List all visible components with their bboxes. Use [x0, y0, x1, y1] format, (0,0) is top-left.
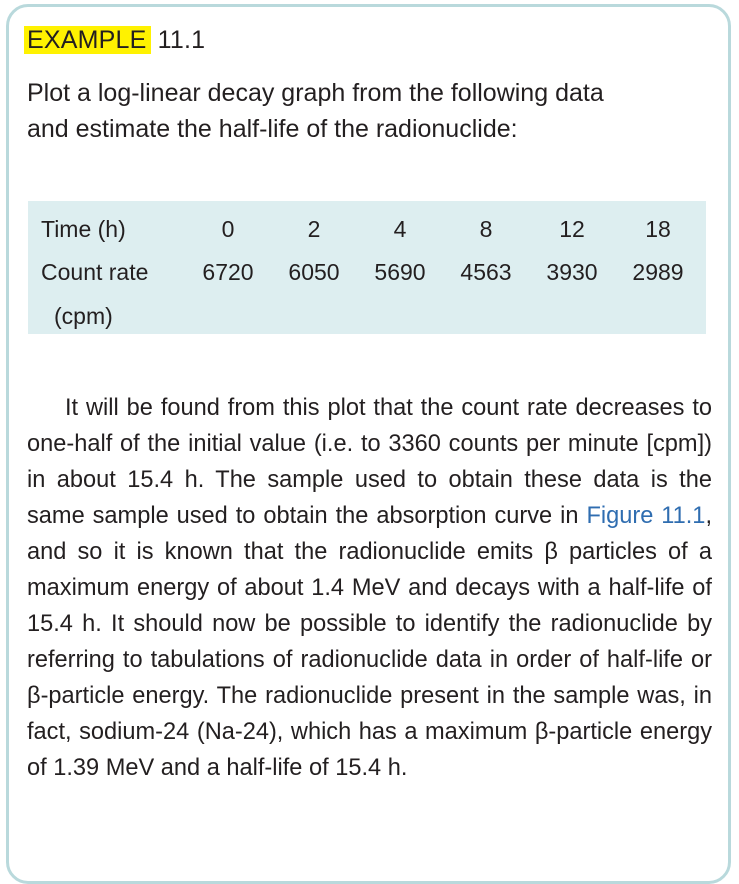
count-value: 4563 [460, 259, 512, 285]
count-row-label: Count rate [41, 259, 149, 285]
intro-line: and estimate the half-life of the radionuclide: [27, 115, 518, 143]
figure-link[interactable]: Figure 11.1 [586, 503, 706, 529]
body-paragraph [27, 390, 712, 786]
time-value: 8 [479, 216, 493, 242]
time-value: 18 [645, 216, 671, 242]
body-text-part1: It will be found from this plot that the count rate decreases to one-half of the initial value (i.e. to 3360 counts per minute [cpm]) in about 15.4 h. The sample used to obtain these data is the same sample used to obtain the absorption curve in [27, 395, 712, 529]
count-value: 6720 [202, 259, 254, 285]
example-number: 11.1 [157, 26, 206, 54]
time-row-label: Time (h) [41, 216, 126, 242]
body-text-part2: , and so it is known that the radionuclide emits β particles of a maximum energy of about 1.4 MeV and decays with a half-life of 15.4 h. It should now be possible to identify the radionuclide by referring to tabulations of radionuclide data in order of half-life or β-particle energy. The radionuclide present in the sample was, in fact, sodium-24 (Na-24), which has a maximum β-particle energy of 1.39 MeV and a half-life of 15.4 h. [27, 503, 712, 781]
count-value: 2989 [632, 259, 684, 285]
count-unit: (cpm) [54, 303, 113, 329]
count-value: 6050 [288, 259, 340, 285]
intro-line: Plot a log-linear decay graph from the following data [27, 79, 604, 107]
count-value: 5690 [374, 259, 426, 285]
data-table [28, 201, 706, 334]
intro-text [27, 75, 717, 147]
example-label: EXAMPLE [24, 26, 151, 54]
time-value: 12 [559, 216, 585, 242]
time-value: 2 [307, 216, 321, 242]
time-value: 4 [393, 216, 407, 242]
count-value: 3930 [546, 259, 598, 285]
example-heading [27, 24, 205, 56]
time-value: 0 [221, 216, 235, 242]
